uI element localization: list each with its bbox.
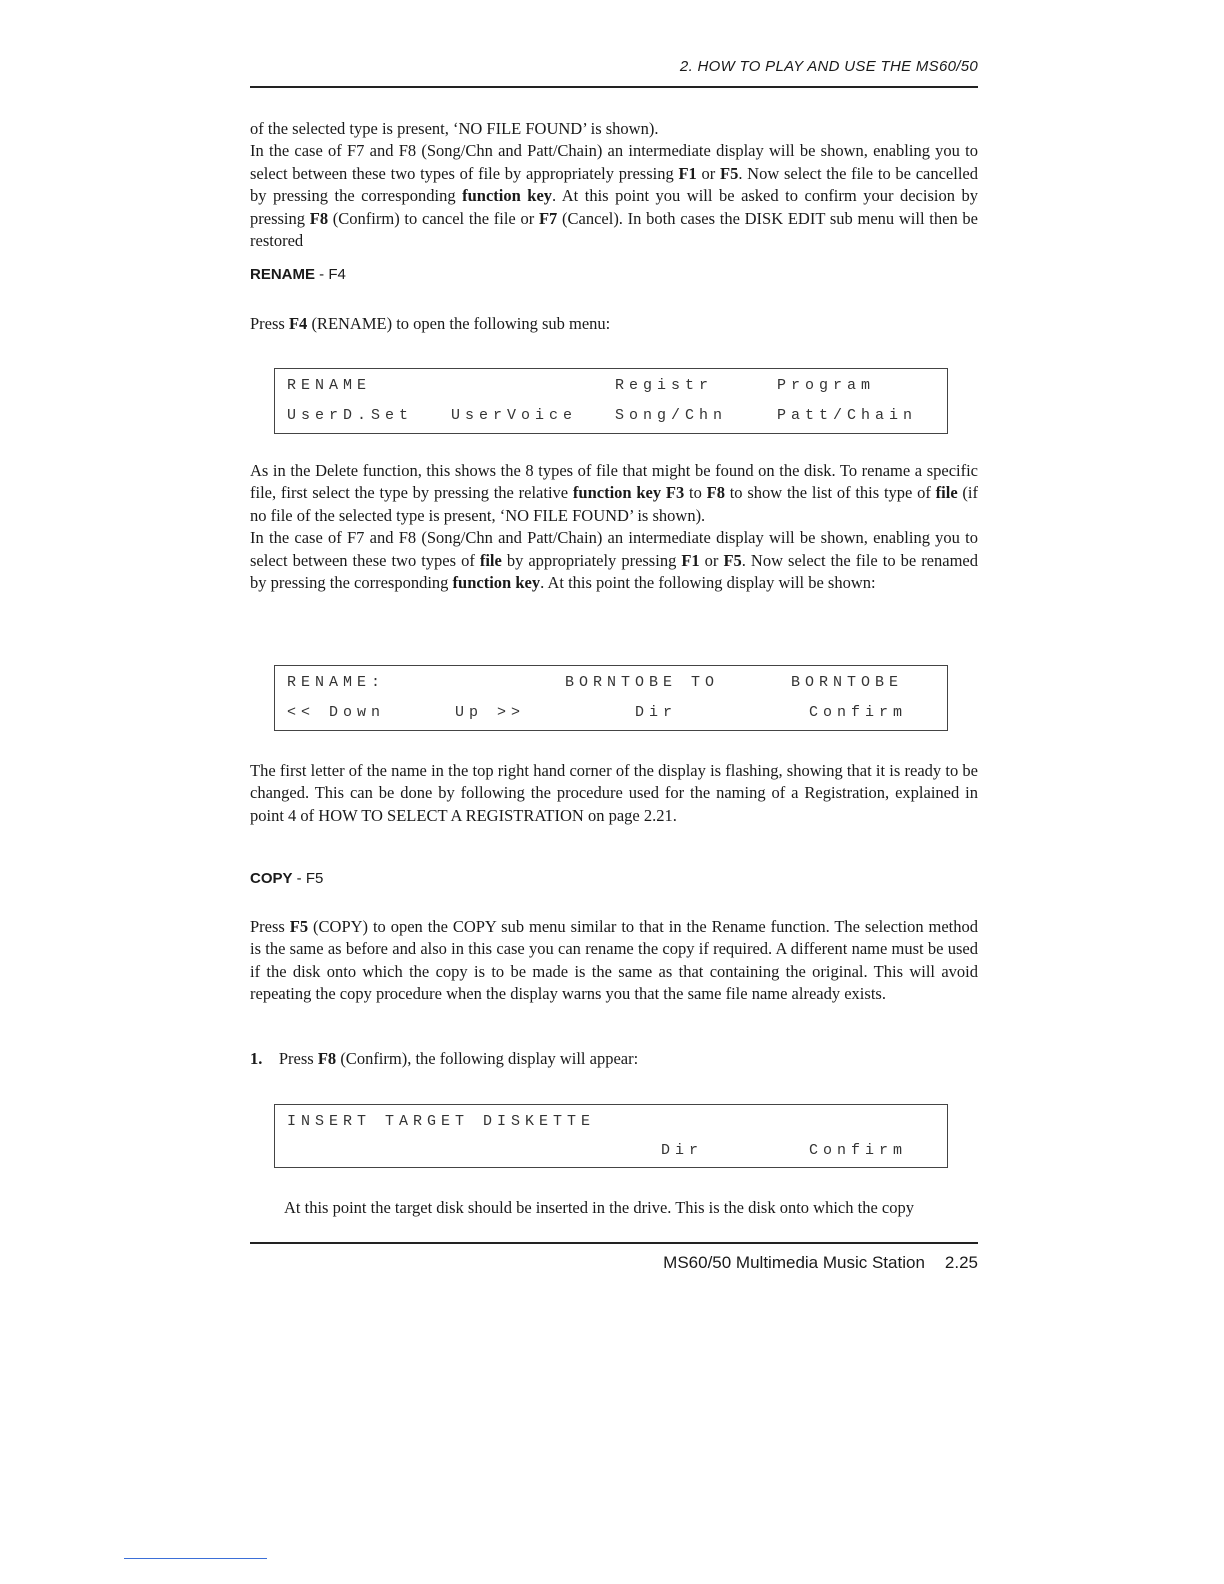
lcd-dir-option: Dir [661, 1142, 704, 1159]
lcd-option-pattchain: Patt/Chain [777, 407, 918, 424]
lcd-confirm-option: Confirm [809, 1142, 908, 1159]
lcd-insert-message: INSERT TARGET DISKETTE [287, 1113, 596, 1130]
lcd-rename-menu [274, 368, 948, 434]
bottom-link-line [124, 1558, 267, 1559]
lcd-option-program: Program [777, 377, 876, 394]
intro-paragraph: of the selected type is present, ‘NO FILE FOUND’ is shown). In the case of F7 and F8 (Song/Chn and Patt/Chain) an intermediate display will be shown, enabling you to select between these two types of file by appropriately pressing F1 or F5. Now select the file to be cancelled by pressing the corresponding function key. At this point you will be asked to confirm your decision by pressing F8 (Confirm) to cancel the file or F7 (Cancel). In both cases the DISK EDIT sub menu will then be restored [250, 119, 978, 251]
lcd-option-uservoice: UserVoice [451, 407, 578, 424]
rename-paragraph: As in the Delete function, this shows the 8 types of file that might be found on the disk. To rename a specific file, first select the type by pressing the relative function key F3 to F8 to show the list of this type of file (if no file of the selected type is present, ‘NO FILE FOUND’ is shown). In the case of F7 and F8 (Song/Chn and Patt/Chain) an intermediate display will be shown, enabling you to select between these two types of file by appropriately pressing F1 or F5. Now select the file to be renamed by pressing the corresponding function key. At this point the following display will be shown: [250, 461, 979, 593]
lcd-title: RENAME [287, 377, 372, 394]
lcd-new-name: BORNTOBE [791, 674, 904, 691]
lcd-option-registr: Registr [615, 377, 714, 394]
lcd-confirm-option: Confirm [809, 704, 908, 721]
lcd-down-option: << Down [287, 704, 386, 721]
running-footer [560, 1253, 978, 1273]
header-rule [250, 86, 978, 88]
footer-rule [250, 1242, 978, 1244]
lcd-option-userdset: UserD.Set [287, 407, 414, 424]
lcd-up-option: Up >> [455, 704, 526, 721]
copy-heading: COPY - F5 [250, 870, 324, 887]
closing-paragraph: At this point the target disk should be inserted in the drive. This is the disk onto which the copy [284, 1198, 914, 1217]
lcd-dir-option: Dir [635, 704, 678, 721]
lcd-insert-target [274, 1104, 948, 1168]
running-header: 2. HOW TO PLAY AND USE THE MS60/50 [679, 58, 978, 75]
rename-heading: RENAME - F4 [250, 266, 346, 283]
footer-title: MS60/50 Multimedia Music Station [663, 1253, 925, 1272]
page-number: 2.25 [944, 1253, 978, 1272]
copy-step-1: 1. Press F8 (Confirm), the following display will appear: [250, 1049, 639, 1068]
lcd-option-songchn: Song/Chn [615, 407, 728, 424]
copy-paragraph: Press F5 (COPY) to open the COPY sub menu similar to that in the Rename function. The selection method is the same as before and also in this case you can rename the copy if required. A different name must be used if the disk onto which the copy is to be made is the same as that containing the original. This will avoid repeating the copy procedure when the display warns you that the same file name already exists. [250, 917, 978, 1004]
flash-paragraph: The first letter of the name in the top right hand corner of the display is flashing, showing that it is ready to be changed. This can be done by following the procedure used for the naming of a Registration, explained in point 4 of HOW TO SELECT A REGISTRATION on page 2.21. [250, 761, 978, 825]
rename-instruction: Press F4 (RENAME) to open the following sub menu: [250, 314, 611, 333]
lcd-rename-from-to: BORNTOBE TO [565, 674, 720, 691]
lcd-rename-edit [274, 665, 948, 731]
lcd-rename-label: RENAME: [287, 674, 386, 691]
